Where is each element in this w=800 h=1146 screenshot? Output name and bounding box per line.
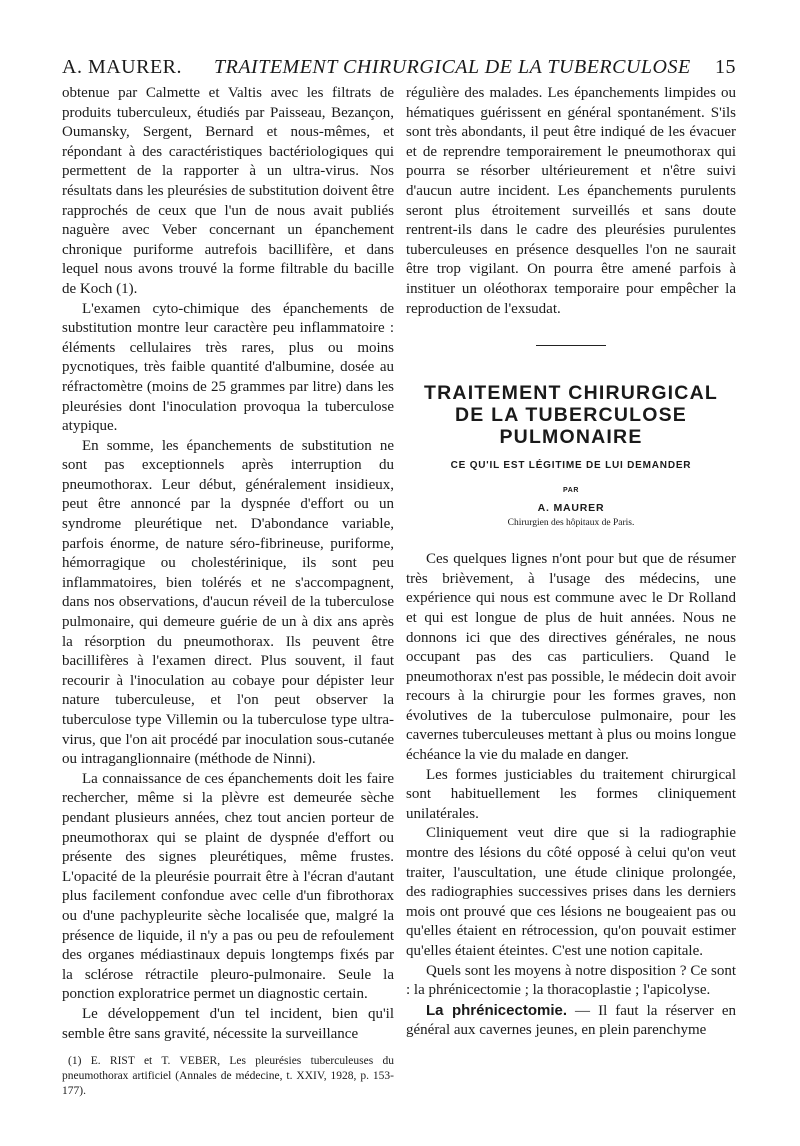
header-author: A. MAURER. xyxy=(62,56,183,78)
article-by: PAR xyxy=(562,487,580,495)
article-title-line: TRAITEMENT CHIRURGICAL xyxy=(424,382,718,405)
article-title-line: PULMONAIRE xyxy=(499,426,643,449)
paragraph: régulière des malades. Les épanchements limpides ou hématiques guérissent en général spontanément. S'ils sont très abondants, il peut être indiqué de les évacuer et de reprendre temporairement le pneumothorax qui pourra se résorber ultérieurement et n'être suivi d'aucun autre incident. Les épanchements purulents seront plus étroitement surveillés et sans doute rentrent-ils dans le cadre des pleurésies purulentes tuberculeuses en présence desquelles l'on ne saurait être trop vigilant. On pourra être amené parfois à instituer un oléothorax temporaire pour empêcher la reproduction de l'exsudat. xyxy=(406,85,736,317)
paragraph: En somme, les épanchements de substitution ne sont pas exceptionnels après interruption du pneumothorax. Leur début, généralement insidieux, peut être annoncé par la dyspnée d'effort ou un syndrome pleurétique net. D'abondance variable, parfois énorme, de nature séro-fibrineuse, puriforme, hémorragique ou cholestérinique, ils sont peu inflammatoires, bien tolérés et ne s'accompagnent, dans nos observations, d'aucun réveil de la tuberculose pulmonaire, qui demeure guérie de un à dix ans après la résorption du pneumothorax. Ils peuvent être bacillifères à l'examen direct. Plus souvent, il faut recourir à l'inoculation au cobaye pour dépister leur nature tuberculeuse, et l'on peut observer la tuberculose type Villemin ou la tuberculose type ultra-virus, que l'on ait procédé par inoculation sous-cutanée ou intraganglionnaire (méthode de Ninni). xyxy=(62,437,394,768)
paragraph: Le développement d'un tel incident, bien qu'il semble être sans gravité, nécessite la surveillance xyxy=(62,1005,394,1042)
paragraph: Les formes justiciables du traitement chirurgical sont habituellement les formes cliniquement unilatérales. xyxy=(406,766,736,822)
footnote: (1) E. RIST et T. VEBER, Les pleurésies tuberculeuses du pneumothorax artificiel (Annales de médecine, t. XXIV, 1928, p. 153-177). xyxy=(62,1055,394,1098)
paragraph: L'examen cyto-chimique des épanchements de substitution montre leur caractère peu inflammatoire : éléments cellulaires très rares, plus ou moins pycnotiques, très faible quantité d'albumine, dosée au réfractomètre (moins de 25 grammes par litre) dans les pleurésies dont l'inoculation provoqua la tuberculose atypique. xyxy=(62,300,394,435)
article-title xyxy=(406,382,736,448)
paragraph: Cliniquement veut dire que si la radiographie montre des lésions du côté opposé à celui qu'on veut traiter, l'auscultation, une étude clinique prolongée, des radiographies successives prises dans les derniers mois ont prouvé que ces lésions ne bougeaient pas ou qu'elles étaient en rétrocession, qu'on pouvait estimer qu'elles étaient éteintes. C'est une notion capitale. xyxy=(406,825,736,959)
section-text: — Il faut la réserver en général aux cavernes jeunes, en plein parenchyme xyxy=(406,1002,736,1039)
article-affiliation: Chirurgien des hôpitaux de Paris. xyxy=(507,518,635,529)
header-title: TRAITEMENT CHIRURGICAL DE LA TUBERCULOSE xyxy=(214,56,691,78)
running-header xyxy=(62,56,736,82)
page-number: 15 xyxy=(715,56,736,78)
article-author: A. MAURER xyxy=(537,502,605,515)
paragraph: Ces quelques lignes n'ont pour but que de résumer très brièvement, à l'usage des médecins, une expérience qui nous est commune avec le Dr Rolland et qui est longue de plus de huit années. Nous ne donnons ici que des directives générales, ne nous occupant pas des cas particuliers. Quand le pneumothorax n'est pas possible, le médecin doit avoir recours à la chirurgie pour les formes graves, non évolutives de la tuberculose pulmonaire, pour les cavernes tuberculeuses mettant à plus ou moins longue échéance la vie du malade en danger. xyxy=(406,551,736,764)
right-column xyxy=(406,84,736,1041)
article-title-line: DE LA TUBERCULOSE xyxy=(454,404,687,427)
section-separator xyxy=(536,345,606,346)
left-column xyxy=(62,84,394,1099)
paragraph xyxy=(406,1001,736,1041)
paragraph: Quels sont les moyens à notre disposition ? Ce sont : la phrénicectomie ; la thoracoplastie ; l'apicolyse. xyxy=(406,962,736,999)
paragraph: La connaissance de ces épanchements doit les faire rechercher, même si la plèvre est demeurée sèche pendant plusieurs années, chez tout ancien porteur de pneumothorax qui se plaint de dyspnée d'effort ou présente des signes pleurétiques, même frustes. L'opacité de la pleurésie pourrait être à l'écran d'autant plus facilement confondue avec celle d'un fibrothorax ou d'une pachypleurite sèche localisée que, malgré la présence de liquide, il n'y a pas ou peu de refoulement des organes médiastinaux depuis longtemps fixés par la sclérose rétractile pleuro-pulmonaire. Seule la ponction exploratrice permet un diagnostic certain. xyxy=(62,770,394,1003)
article-subtitle: CE QU'IL EST LÉGITIME DE LUI DEMANDER xyxy=(450,460,692,472)
paragraph: obtenue par Calmette et Valtis avec les filtrats de produits tuberculeux, étudiés par Paisseau, Bezançon, Oumansky, Sergent, Bernard et nous-mêmes, et répondant à des caractéristiques bactériologiques qui permettent de la rapporter à un ultra-virus. Nos résultats dans les pleurésies de substitution doivent être rapprochés de ceux que l'un de nous avait publiés naguère avec Veber concernant un épanchement chronique puriforme autrefois bacillifère, et dans lequel nous avons trouvé la forme filtrable du bacille de Koch (1). xyxy=(62,85,395,297)
section-heading: La phrénicectomie. xyxy=(426,1001,567,1019)
